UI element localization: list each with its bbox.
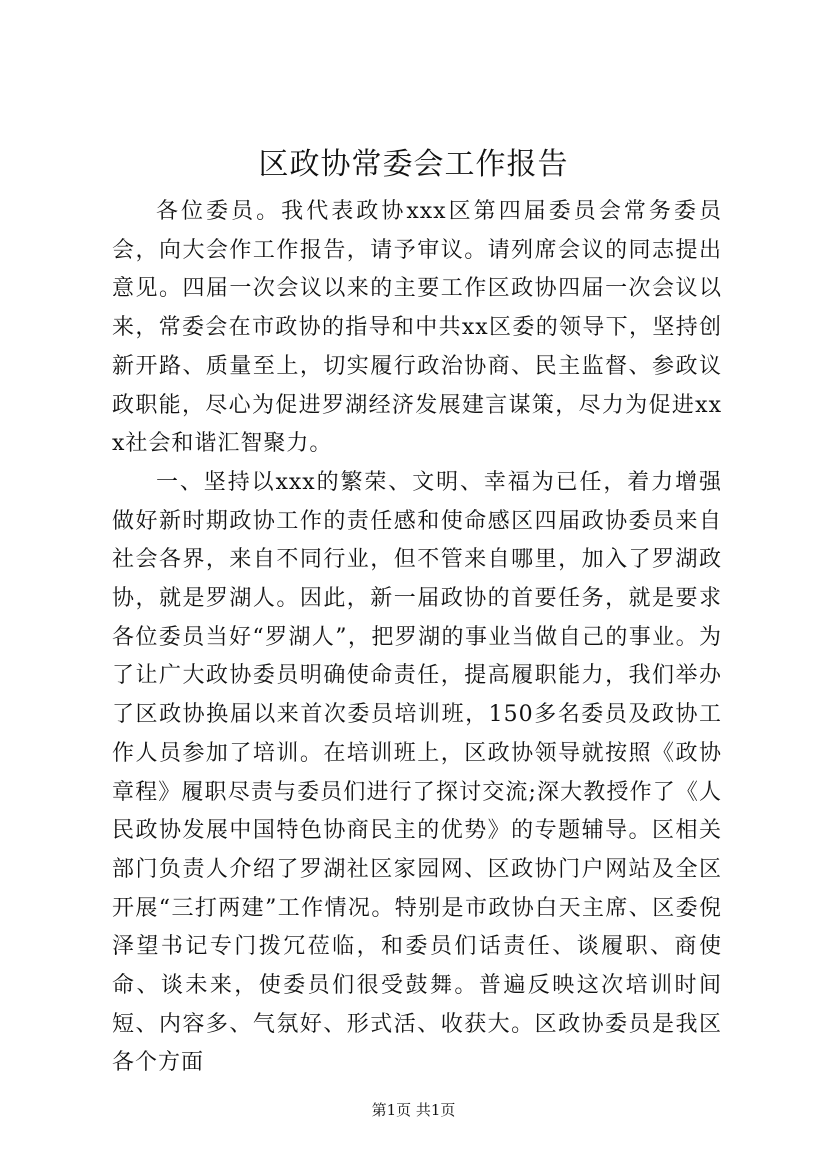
paragraph-2: 一、坚持以xxx的繁荣、文明、幸福为已任，着力增强做好新时期政协工作的责任感和使命感区四届政协委员来自社会各界，来自不同行业，但不管来自哪里，加入了罗湖政协，就是罗湖人。因此，新一届政协的首要任务，就是要求各位委员当好“罗湖人”，把罗湖的事业当做自己的事业。为了让广大政协委员明确使命责任，提高履职能力，我们举办了区政协换届以来首次委员培训班，150多名委员及政协工作人员参加了培训。在培训班上，区政协领导就按照《政协章程》履职尽责与委员们进行了探讨交流;深大教授作了《人民政协发展中国特色协商民主的优势》的专题辅导。区相关部门负责人介绍了罗湖社区家园网、区政协门户网站及全区开展“三打两建”工作情况。特别是市政协白天主席、区委倪泽望书记专门拨冗莅临，和委员们话责任、谈履职、商使命、谈未来，使委员们很受鼓舞。普遍反映这次培训时间短、内容多、气氛好、形式活、收获大。区政协委员是我区各个方面	[112, 469, 722, 1076]
page-number-footer: 第1页 共1页	[371, 1101, 456, 1119]
document-title: 区政协常委会工作报告	[258, 147, 569, 182]
paragraph-1: 各位委员。我代表政协xxx区第四届委员会常务委员会，向大会作工作报告，请予审议。请列席会议的同志提出意见。四届一次会议以来的主要工作区政协四届一次会议以来，常委会在市政协的指导和中共xx区委的领导下，坚持创新开路、质量至上，切实履行政治协商、民主监督、参政议政职能，尽心为促进罗湖经济发展建言谋策，尽力为促进xxx社会和谐汇智聚力。	[112, 199, 722, 457]
document-body	[112, 193, 722, 1083]
